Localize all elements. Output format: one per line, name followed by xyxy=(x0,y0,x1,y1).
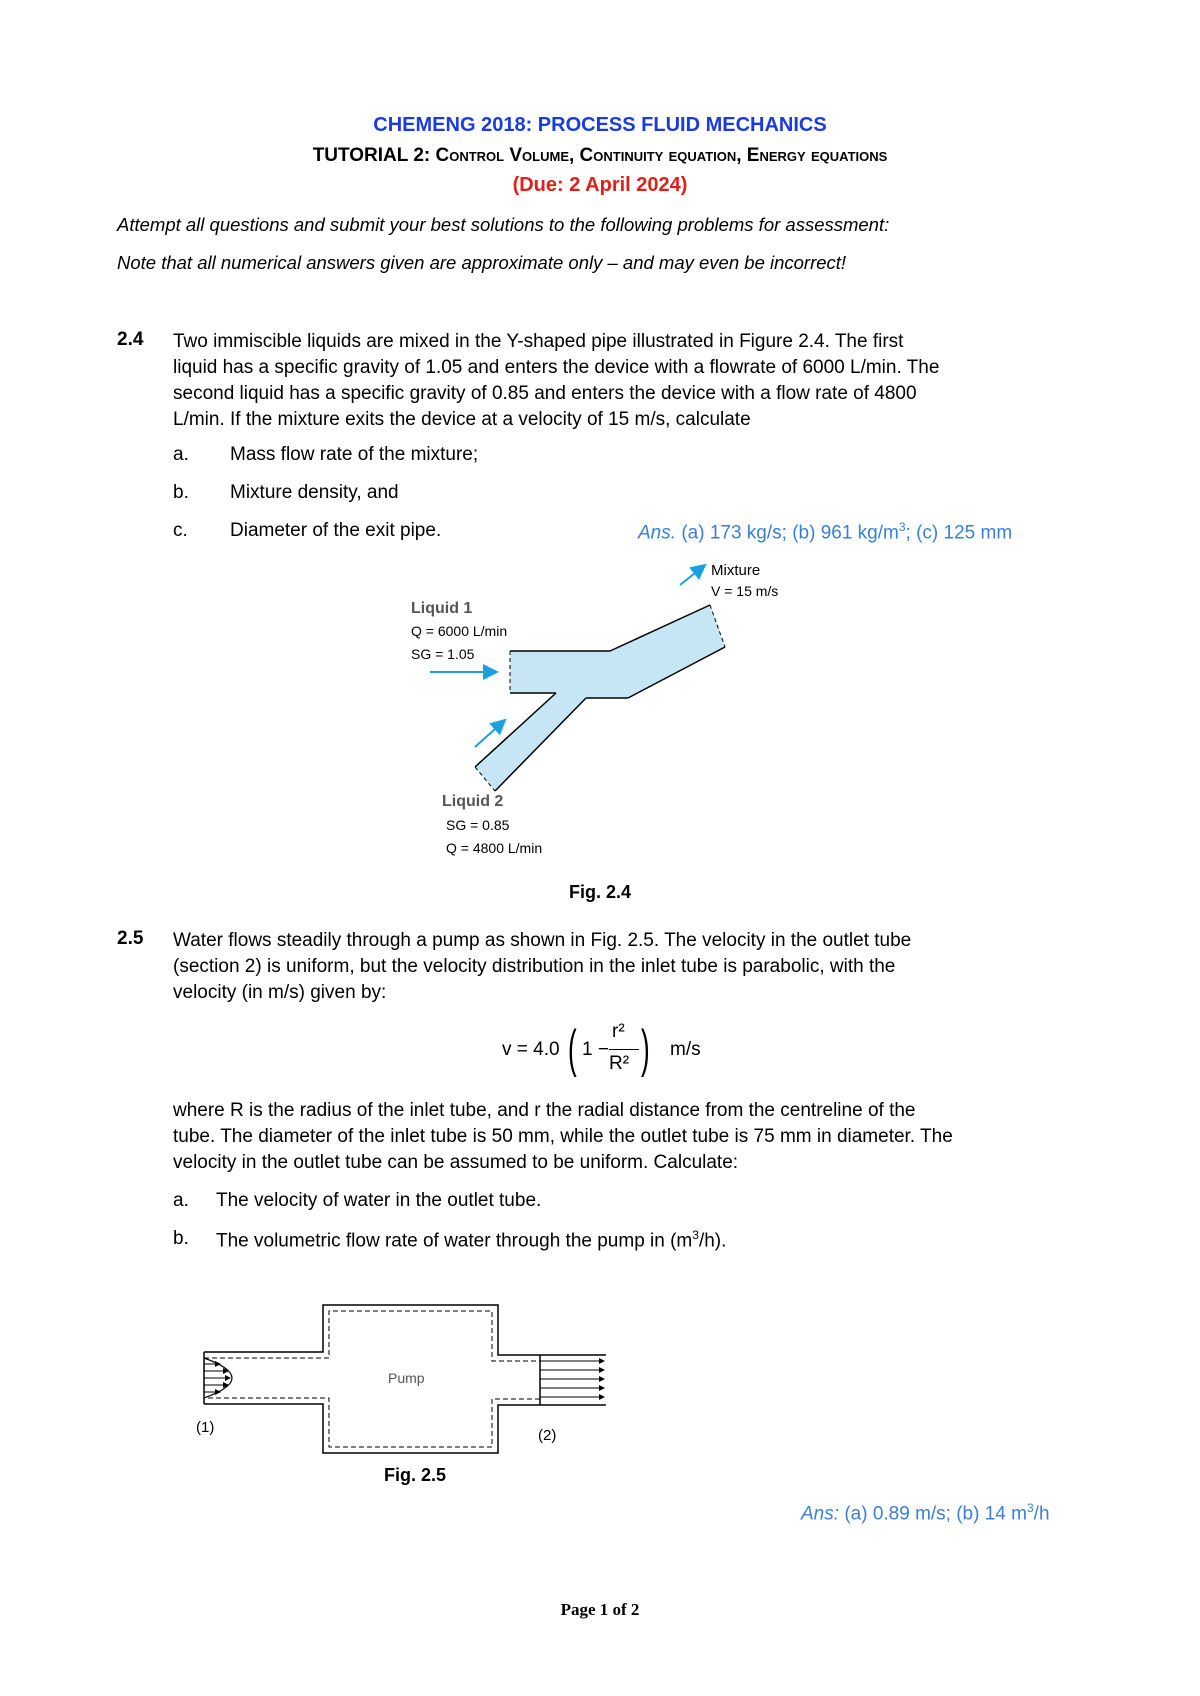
q24-answer-c: ; (c) 125 mm xyxy=(905,522,1013,544)
q24-answer-label: Ans. xyxy=(638,522,677,544)
liquid2-sg: SG = 0.85 xyxy=(446,817,510,833)
eq-unit: m/s xyxy=(670,1039,701,1060)
course-title: CHEMENG 2018: PROCESS FLUID MECHANICS xyxy=(373,114,827,136)
q24-item-c-text: Diameter of the exit pipe. xyxy=(230,520,442,541)
section-1-label: (1) xyxy=(196,1419,215,1436)
q25-line: tube. The diameter of the inlet tube is 50 mm, while the outlet tube is 75 mm in diameter. The xyxy=(173,1126,953,1147)
page-number: Page 1 of 2 xyxy=(560,1600,640,1619)
liquid1-q: Q = 6000 L/min xyxy=(411,623,508,639)
eq-lhs: v = 4.0 xyxy=(502,1039,560,1060)
tutorial-topic: Control Volume, Continuity equation, Energy equations xyxy=(435,145,888,166)
control-volume xyxy=(204,1311,540,1447)
q25-line: where R is the radius of the inlet tube, and r the radial distance from the centreline of the xyxy=(173,1100,916,1121)
q24-item-a-label: a. xyxy=(173,444,189,465)
question-2-5-text-2 xyxy=(173,1098,1113,1176)
due-date: (Due: 2 April 2024) xyxy=(512,174,688,196)
mixture-label: Mixture xyxy=(711,562,761,579)
mixture-velocity: V = 15 m/s xyxy=(711,583,779,599)
question-2-5-text xyxy=(173,928,1113,1006)
pump-label: Pump xyxy=(388,1370,425,1386)
q25-answer-end: /h xyxy=(1033,1503,1050,1525)
eq-one-minus: 1 − xyxy=(582,1039,609,1060)
q25-line: (section 2) is uniform, but the velocity distribution in the inlet tube is parabolic, with the xyxy=(173,956,896,977)
velocity-equation xyxy=(0,1021,1200,1081)
instruction-line-2: Note that all numerical answers given are approximate only – and may even be incorrect! xyxy=(117,252,847,273)
q24-line: second liquid has a specific gravity of 0.85 and enters the device with a flow rate of 4800 xyxy=(173,383,917,404)
tutorial-prefix: TUTORIAL 2: xyxy=(312,145,431,166)
q24-item-c-label: c. xyxy=(173,520,188,541)
q25-item-a-text: The velocity of water in the outlet tube. xyxy=(216,1190,542,1211)
q24-line: liquid has a specific gravity of 1.05 and enters the device with a flowrate of 6000 L/min. The xyxy=(173,357,940,378)
liquid2-label: Liquid 2 xyxy=(442,793,504,810)
q24-answer xyxy=(638,520,1012,544)
q25-item-b-text xyxy=(216,1228,726,1252)
q25-line: velocity in the outlet tube can be assumed to be uniform. Calculate: xyxy=(173,1152,739,1173)
liquid1-label: Liquid 1 xyxy=(411,600,473,617)
outlet-velocity-arrows xyxy=(540,1361,604,1397)
q25-item-b-before: The volumetric flow rate of water through the pump in (m xyxy=(216,1230,693,1252)
q24-line: Two immiscible liquids are mixed in the Y-shaped pipe illustrated in Figure 2.4. The first xyxy=(173,331,904,352)
q24-item-b-label: b. xyxy=(173,482,189,503)
question-number-2-4: 2.4 xyxy=(117,329,144,350)
q25-item-b-label: b. xyxy=(173,1228,189,1249)
section-2-label: (2) xyxy=(538,1427,557,1444)
q24-answer-sup: 3 xyxy=(898,520,906,534)
y-pipe-figure xyxy=(380,555,800,865)
q25-answer-sup: 3 xyxy=(1026,1501,1034,1515)
q24-answer-ab: (a) 173 kg/s; (b) 961 kg/m xyxy=(681,522,899,544)
eq-right-paren: ) xyxy=(641,1020,650,1078)
q24-item-b-text: Mixture density, and xyxy=(230,482,399,503)
eq-fraction-bar xyxy=(609,1049,639,1050)
q25-line: Water flows steadily through a pump as shown in Fig. 2.5. The velocity in the outlet tube xyxy=(173,930,912,951)
q25-line: velocity (in m/s) given by: xyxy=(173,982,387,1003)
q25-answer-text: (a) 0.89 m/s; (b) 14 m xyxy=(844,1503,1027,1525)
eq-denominator: R² xyxy=(609,1053,630,1074)
mixture-arrow xyxy=(680,565,705,585)
q24-line: L/min. If the mixture exits the device at a velocity of 15 m/s, calculate xyxy=(173,409,751,430)
eq-left-paren: ( xyxy=(568,1020,577,1078)
instruction-line-1: Attempt all questions and submit your best solutions to the following problems for assessment: xyxy=(117,214,890,235)
q25-answer xyxy=(801,1501,1050,1525)
fig-2-5-caption: Fig. 2.5 xyxy=(384,1465,447,1485)
q25-item-a-label: a. xyxy=(173,1190,189,1211)
liquid1-sg: SG = 1.05 xyxy=(411,646,475,662)
question-2-4-text xyxy=(173,329,1113,433)
question-number-2-5: 2.5 xyxy=(117,928,144,949)
fig-2-4-caption: Fig. 2.4 xyxy=(568,882,631,902)
q25-item-b-after: /h). xyxy=(698,1230,727,1252)
q25-answer-label: Ans: xyxy=(801,1503,840,1525)
eq-numerator: r² xyxy=(612,1021,625,1042)
q24-item-a-text: Mass flow rate of the mixture; xyxy=(230,444,479,465)
liquid2-q: Q = 4800 L/min xyxy=(446,840,543,856)
q25-item-b-sup: 3 xyxy=(692,1228,699,1242)
tutorial-title xyxy=(0,145,1200,167)
